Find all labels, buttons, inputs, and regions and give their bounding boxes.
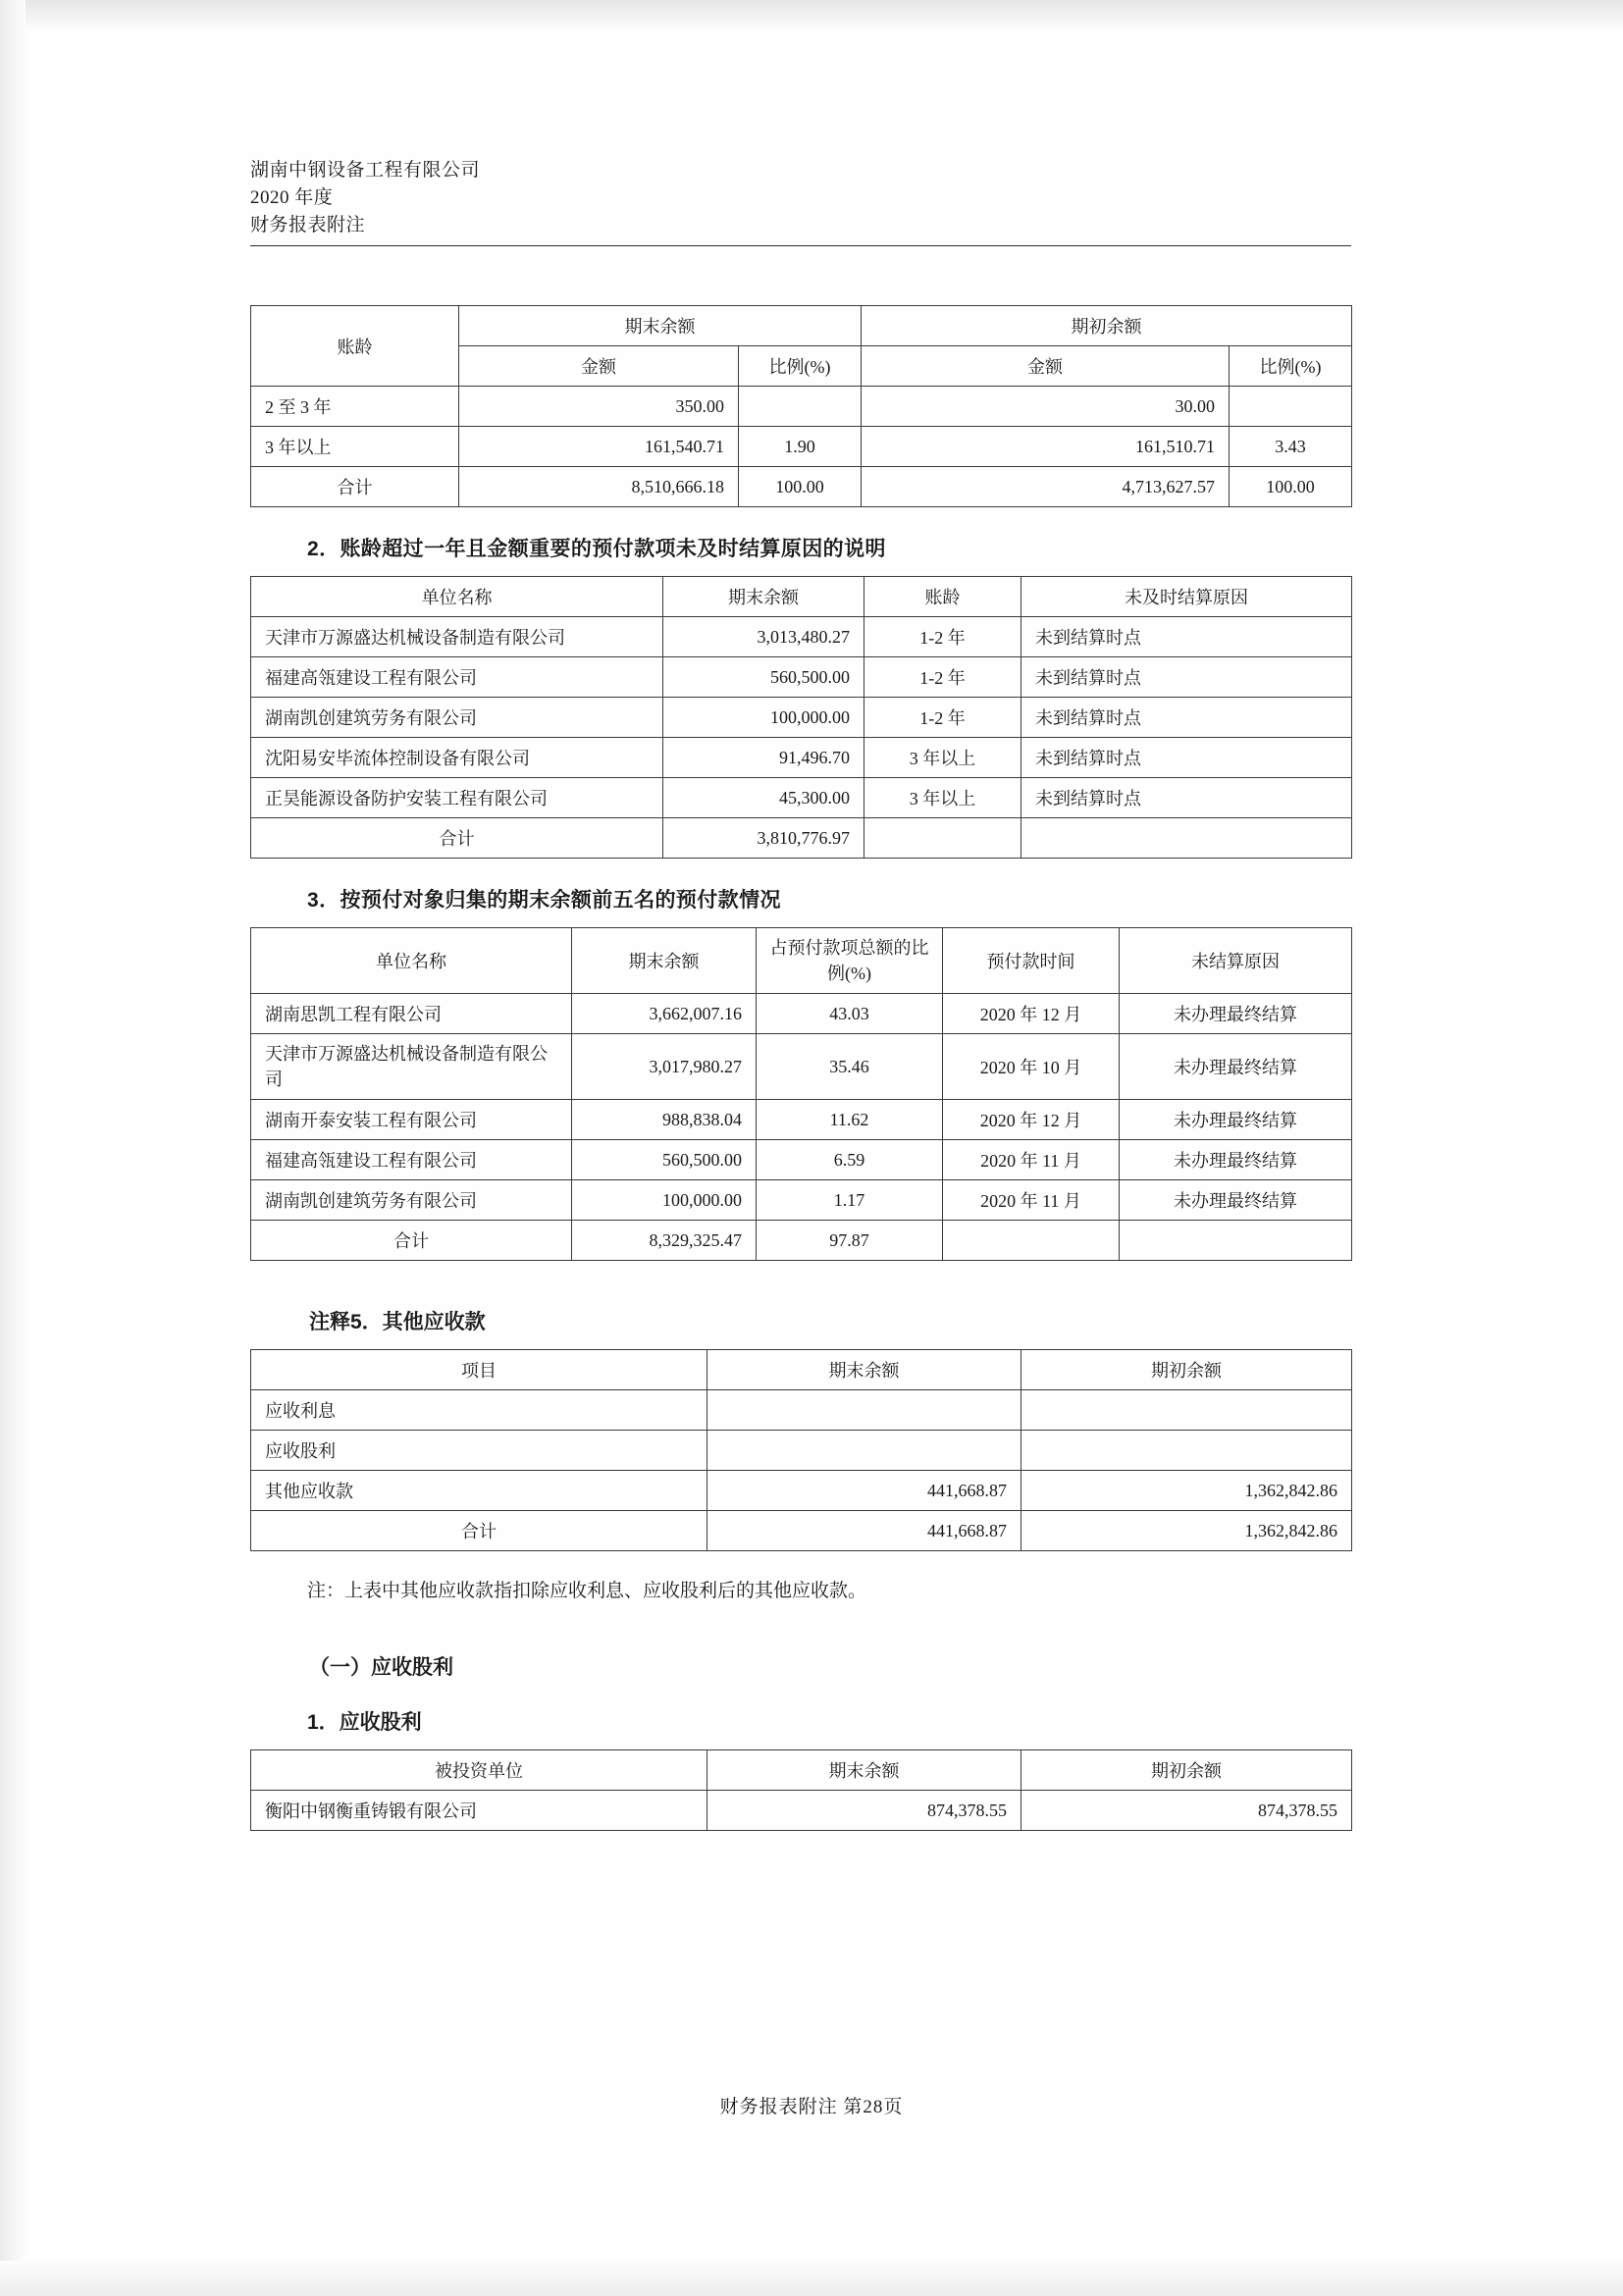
cell-item: 应收利息 [251, 1390, 707, 1431]
cell-amount: 45,300.00 [663, 778, 864, 818]
cell-amount: 8,329,325.47 [572, 1221, 757, 1261]
cell-company-name: 湖南凯创建筑劳务有限公司 [251, 698, 663, 738]
table-total-row [251, 1221, 1352, 1261]
cell-end-amount: 8,510,666.18 [459, 467, 739, 507]
cell-ratio: 35.46 [757, 1034, 943, 1100]
header-company: 湖南中钢设备工程有限公司 [250, 160, 481, 181]
cell-begin-amount: 4,713,627.57 [862, 467, 1230, 507]
col-reason: 未结算原因 [1120, 928, 1352, 994]
col-item: 项目 [251, 1350, 707, 1390]
col-company-name: 单位名称 [251, 577, 663, 617]
cell-end-ratio [739, 387, 862, 427]
cell-item: 其他应收款 [251, 1471, 707, 1511]
col-end-balance: 期末余额 [707, 1750, 1021, 1791]
table-row [251, 617, 1352, 657]
cell-company-name: 天津市万源盛达机械设备制造有限公司 [251, 617, 663, 657]
col-ratio: 占预付款项总额的比例(%) [757, 928, 943, 994]
cell-begin-amount: 161,510.71 [862, 427, 1230, 467]
cell-begin: 874,378.55 [1021, 1791, 1352, 1831]
table-header-row [251, 577, 1352, 617]
cell-company-name: 福建高瓴建设工程有限公司 [251, 1140, 572, 1180]
cell-reason: 未办理最终结算 [1120, 1034, 1352, 1100]
table-row [251, 1100, 1352, 1140]
cell-company-name: 天津市万源盛达机械设备制造有限公司 [251, 1034, 572, 1100]
table-row [251, 738, 1352, 778]
cell-ratio: 11.62 [757, 1100, 943, 1140]
subsection1-title: （一）应收股利 [309, 1656, 453, 1679]
col-end-ratio: 比例(%) [739, 346, 862, 387]
cell-reason [1021, 818, 1352, 859]
cell-begin-amount: 30.00 [862, 387, 1230, 427]
cell-begin: 1,362,842.86 [1021, 1471, 1352, 1511]
page-header [250, 157, 1374, 246]
cell-aging [864, 818, 1021, 859]
cell-reason: 未到结算时点 [1021, 738, 1352, 778]
cell-reason [1120, 1221, 1352, 1261]
table-row [251, 1390, 1352, 1431]
section3-table [250, 927, 1352, 1261]
cell-end-ratio: 1.90 [739, 427, 862, 467]
cell-amount: 3,013,480.27 [663, 617, 864, 657]
cell-time: 2020 年 11 月 [943, 1140, 1120, 1180]
cell-company-name: 湖南凯创建筑劳务有限公司 [251, 1180, 572, 1221]
cell-begin-ratio: 100.00 [1230, 467, 1352, 507]
note5-footnote: 注：上表中其他应收款指扣除应收利息、应收股利后的其他应收款。 [307, 1581, 867, 1601]
cell-company-name: 福建高瓴建设工程有限公司 [251, 657, 663, 698]
col-end-balance: 期末余额 [663, 577, 864, 617]
col-investee: 被投资单位 [251, 1750, 707, 1791]
dividend-receivable-table [250, 1749, 1352, 1831]
cell-amount: 3,017,980.27 [572, 1034, 757, 1100]
cell-amount: 100,000.00 [663, 698, 864, 738]
note5-title: 注释5．其他应收款 [309, 1311, 486, 1333]
cell-company-name: 合计 [251, 818, 663, 859]
col-begin-amount: 金额 [862, 346, 1230, 387]
cell-reason: 未到结算时点 [1021, 617, 1352, 657]
cell-amount: 91,496.70 [663, 738, 864, 778]
table-row [251, 387, 1352, 427]
scan-shading-bottom [0, 2261, 1623, 2296]
cell-ratio: 97.87 [757, 1221, 943, 1261]
table-row [251, 698, 1352, 738]
table-row [251, 1471, 1352, 1511]
col-aging: 账龄 [864, 577, 1021, 617]
cell-end [707, 1390, 1021, 1431]
cell-reason: 未办理最终结算 [1120, 1100, 1352, 1140]
cell-begin [1021, 1390, 1352, 1431]
cell-time: 2020 年 10 月 [943, 1034, 1120, 1100]
cell-label: 3 年以上 [251, 427, 459, 467]
table-row [251, 657, 1352, 698]
cell-company-name: 合计 [251, 1221, 572, 1261]
cell-aging: 1-2 年 [864, 698, 1021, 738]
col-end-amount: 金额 [459, 346, 739, 387]
table-header-row [251, 1350, 1352, 1390]
col-aging: 账龄 [251, 306, 459, 387]
cell-amount: 3,810,776.97 [663, 818, 864, 859]
cell-amount: 3,662,007.16 [572, 994, 757, 1034]
cell-item: 应收股利 [251, 1431, 707, 1471]
table-row [251, 1791, 1352, 1831]
cell-end: 441,668.87 [707, 1471, 1021, 1511]
cell-end [707, 1431, 1021, 1471]
cell-end: 874,378.55 [707, 1791, 1021, 1831]
table-total-row [251, 818, 1352, 859]
cell-label: 2 至 3 年 [251, 387, 459, 427]
cell-begin-ratio [1230, 387, 1352, 427]
col-company-name: 单位名称 [251, 928, 572, 994]
col-reason: 未及时结算原因 [1021, 577, 1352, 617]
cell-end-amount: 350.00 [459, 387, 739, 427]
section3-title: 3．按预付对象归集的期末余额前五名的预付款情况 [307, 889, 781, 912]
header-doc: 财务报表附注 [250, 215, 366, 235]
col-begin-balance: 期初余额 [1021, 1350, 1352, 1390]
table-row [251, 778, 1352, 818]
cell-aging: 1-2 年 [864, 617, 1021, 657]
table-total-row [251, 467, 1352, 507]
cell-reason: 未到结算时点 [1021, 657, 1352, 698]
cell-company-name: 沈阳易安毕流体控制设备有限公司 [251, 738, 663, 778]
cell-ratio: 6.59 [757, 1140, 943, 1180]
col-prepay-time: 预付款时间 [943, 928, 1120, 994]
cell-amount: 560,500.00 [663, 657, 864, 698]
cell-aging: 1-2 年 [864, 657, 1021, 698]
cell-time: 2020 年 12 月 [943, 994, 1120, 1034]
cell-aging: 3 年以上 [864, 738, 1021, 778]
section2-title: 2．账龄超过一年且金额重要的预付款项未及时结算原因的说明 [307, 538, 886, 560]
cell-company-name: 正昊能源设备防护安装工程有限公司 [251, 778, 663, 818]
cell-amount: 560,500.00 [572, 1140, 757, 1180]
col-begin-balance-group: 期初余额 [862, 306, 1352, 346]
header-year: 2020 年度 [250, 187, 334, 208]
col-end-balance-group: 期末余额 [459, 306, 862, 346]
col-begin-balance: 期初余额 [1021, 1750, 1352, 1791]
table-row [251, 994, 1352, 1034]
table-row [251, 1431, 1352, 1471]
col-end-balance: 期末余额 [707, 1350, 1021, 1390]
cell-company-name: 湖南开泰安装工程有限公司 [251, 1100, 572, 1140]
scan-shading-left [0, 0, 26, 2296]
aging-table [250, 305, 1352, 507]
cell-begin [1021, 1431, 1352, 1471]
page-footer: 财务报表附注 第28页 [719, 2097, 904, 2117]
table-total-row [251, 1511, 1352, 1551]
cell-reason: 未办理最终结算 [1120, 994, 1352, 1034]
cell-end: 441,668.87 [707, 1511, 1021, 1551]
page-content [250, 157, 1374, 1831]
cell-reason: 未办理最终结算 [1120, 1180, 1352, 1221]
cell-amount: 988,838.04 [572, 1100, 757, 1140]
cell-amount: 100,000.00 [572, 1180, 757, 1221]
scan-shading-top [0, 0, 1623, 29]
cell-time: 2020 年 12 月 [943, 1100, 1120, 1140]
section2-table [250, 576, 1352, 859]
col-begin-ratio: 比例(%) [1230, 346, 1352, 387]
cell-reason: 未到结算时点 [1021, 698, 1352, 738]
note5-table [250, 1349, 1352, 1551]
table-row [251, 1180, 1352, 1221]
subsection1-item-title: 1．应收股利 [307, 1711, 422, 1734]
cell-reason: 未到结算时点 [1021, 778, 1352, 818]
table-row [251, 1140, 1352, 1180]
table-header-row [251, 306, 1352, 346]
cell-item: 合计 [251, 1511, 707, 1551]
cell-begin-ratio: 3.43 [1230, 427, 1352, 467]
cell-time: 2020 年 11 月 [943, 1180, 1120, 1221]
cell-aging: 3 年以上 [864, 778, 1021, 818]
cell-begin: 1,362,842.86 [1021, 1511, 1352, 1551]
cell-end-ratio: 100.00 [739, 467, 862, 507]
cell-time [943, 1221, 1120, 1261]
cell-investee: 衡阳中钢衡重铸锻有限公司 [251, 1791, 707, 1831]
table-row [251, 427, 1352, 467]
table-header-row [251, 1750, 1352, 1791]
cell-label: 合计 [251, 467, 459, 507]
table-row [251, 1034, 1352, 1100]
cell-reason: 未办理最终结算 [1120, 1140, 1352, 1180]
cell-end-amount: 161,540.71 [459, 427, 739, 467]
cell-ratio: 1.17 [757, 1180, 943, 1221]
cell-ratio: 43.03 [757, 994, 943, 1034]
col-end-balance: 期末余额 [572, 928, 757, 994]
table-header-row [251, 928, 1352, 994]
cell-company-name: 湖南思凯工程有限公司 [251, 994, 572, 1034]
